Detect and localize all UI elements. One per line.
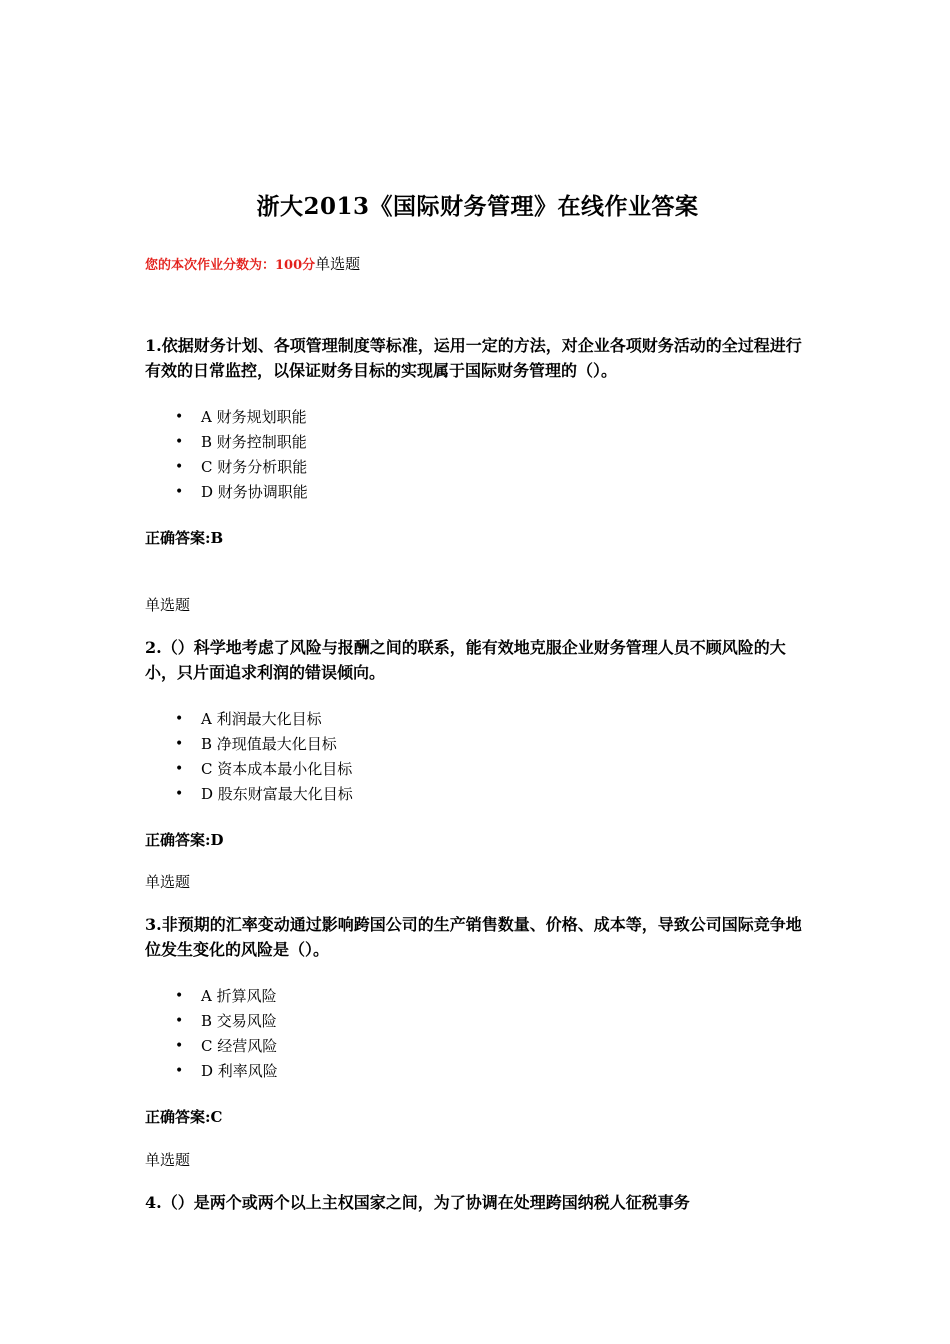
option-label: A 财务规划职能 [201,408,307,426]
option-label: C 资本成本最小化目标 [201,760,353,778]
option-label: D 股东财富最大化目标 [201,785,353,803]
option-label: D 财务协调职能 [201,483,308,501]
option-d [145,782,810,807]
bullet-icon: • [175,1063,184,1079]
score-line [145,252,360,278]
option-d [145,1059,810,1084]
option-b [145,732,810,757]
correct-answer: 正确答案:D [145,831,224,849]
document-title: 浙大2013《国际财务管理》在线作业答案 [256,193,699,220]
bullet-icon: • [175,434,184,450]
bullet-icon: • [175,409,184,425]
bullet-icon: • [175,786,184,802]
option-label: B 净现值最大化目标 [201,735,337,753]
option-label: A 利润最大化目标 [201,710,322,728]
question-text: 3.非预期的汇率变动通过影响跨国公司的生产销售数量、价格、成本等，导致公司国际竞争地位发生变化的风险是（）。 [145,915,802,959]
score-label: 您的本次作业分数为：100分 [145,258,316,273]
option-label: C 财务分析职能 [201,458,308,476]
question-type: 单选题 [145,1151,191,1169]
option-c [145,1034,810,1059]
bullet-icon: • [175,459,184,475]
question-text: 4.（）是两个或两个以上主权国家之间，为了协调在处理跨国纳税人征税事务 [145,1193,690,1212]
option-list [145,984,810,1084]
option-b [145,430,810,455]
option-b [145,1009,810,1034]
option-d [145,480,810,505]
option-list [145,405,810,505]
bullet-icon: • [175,1038,184,1054]
option-label: C 经营风险 [201,1037,278,1055]
correct-answer: 正确答案:B [145,529,224,547]
option-list [145,707,810,807]
option-a [145,707,810,732]
option-c [145,455,810,480]
question-3 [145,870,810,1129]
question-2 [145,593,810,852]
question-1 [145,333,810,550]
bullet-icon: • [175,484,184,500]
question-text: 2.（）科学地考虑了风险与报酬之间的联系，能有效地克服企业财务管理人员不顾风险的大小，只片面追求利润的错误倾向。 [145,638,786,682]
bullet-icon: • [175,988,184,1004]
option-c [145,757,810,782]
question-text: 1.依据财务计划、各项管理制度等标准，运用一定的方法，对企业各项财务活动的全过程进行有效的日常监控，以保证财务目标的实现属于国际财务管理的（）。 [145,336,802,380]
option-label: B 交易风险 [201,1012,277,1030]
correct-answer: 正确答案:C [145,1108,223,1126]
bullet-icon: • [175,761,184,777]
option-label: B 财务控制职能 [201,433,307,451]
option-a [145,984,810,1009]
question-type: 单选题 [145,596,191,614]
option-label: D 利率风险 [201,1062,278,1080]
option-label: A 折算风险 [201,987,277,1005]
bullet-icon: • [175,711,184,727]
question-4 [145,1148,810,1215]
bullet-icon: • [175,1013,184,1029]
score-question-type: 单选题 [315,255,361,273]
question-type: 单选题 [145,873,191,891]
option-a [145,405,810,430]
bullet-icon: • [175,736,184,752]
